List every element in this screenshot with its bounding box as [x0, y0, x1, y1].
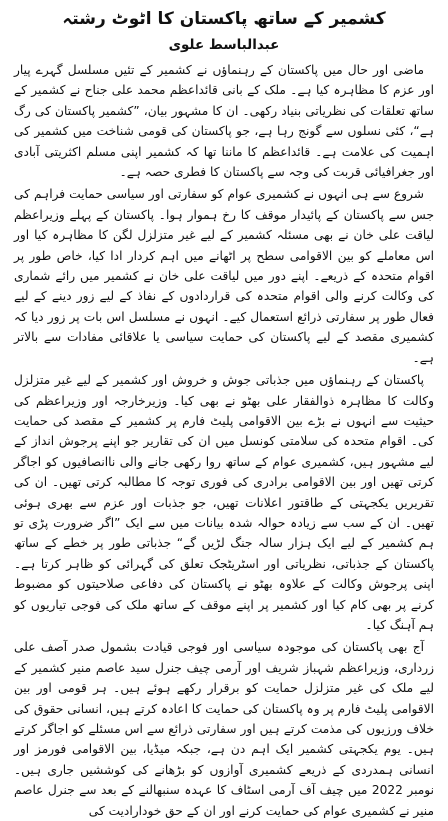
paragraph: پاکستان کے رہنماؤں میں جذباتی جوش و خروش اور کشمیر کے لیے غیر متزلزل وکالت کا مظاہرہ ذوالفقار علی بھٹو نے بھی کیا۔ وزیرخارجہ اور وزیراعظم کی حیثیت سے انہوں نے بڑے بین الاقوامی پلیٹ فارم پر کشمیر کے مقصد کی حمایت کی۔ اقوام متحدہ کی سلامتی کونسل میں ان کی تقاریر جو اپنے پرجوش انداز کے لیے مشہور ہیں، کشمیری عوام کے ساتھ روا رکھی جانے والی ناانصافیوں کو اجاگر کرتی تھیں اور بین الاقوامی برادری کی فوری توجہ کا مطالبہ کرتی تھیں۔ ان کی تقریریں یکجہتی کے طاقتور اعلانات تھیں، جو جذبات اور عزم سے بھری ہوئی تھیں۔ ان کے سب سے زیادہ حوالہ شدہ بیانات میں سے ایک ”اگر ضرورت پڑی تو ہم کشمیر کے لیے ایک ہزار سالہ جنگ لڑیں گے“ جذباتی طور پر خطے کے ساتھ پاکستان کے جذباتی، نظریاتی اور اسٹریٹجک تعلق کی گہرائی کو ظاہر کرتا ہے۔ اپنی پرجوش وکالت کے علاوہ بھٹو نے پاکستان کی دفاعی صلاحیتوں کو مضبوط کرنے پر بھی کام کیا اور کشمیر پر اپنے موقف کے ساتھ ملک کی فوجی تیاریوں کو ہم آہنگ کیا۔ [14, 373, 434, 632]
paragraph: آج بھی پاکستان کی موجودہ سیاسی اور فوجی قیادت بشمول صدر آصف علی زرداری، وزیراعظم شہباز شریف اور آرمی چیف جنرل سید عاصم منیر کشمیر کے لیے ملک کی غیر متزلزل حمایت کو برقرار رکھے ہوئے ہیں۔ ہر قومی اور بین الاقوامی پلیٹ فارم پر وہ پاکستان کی حمایت کا اعادہ کرتے ہیں، انسانی حقوق کی خلاف ورزیوں کی مذمت کرتے ہیں اور سفارتی ذرائع سے اس مسئلے کو اجاگر کرتے ہیں۔ یوم یکجہتی کشمیر ایک اہم دن ہے، جبکہ میڈیا، بین الاقوامی فورمز اور انسانی ہمدردی کے ذریعے کشمیری آوازوں کو بڑھانے کی کوششیں جاری ہیں۔ نومبر 2022 میں چیف آف آرمی اسٹاف کا عہدہ سنبھالنے کے بعد سے جنرل عاصم منیر نے کشمیری عوام کی حمایت کرنے اور ان کے حق خودارادیت کی [14, 640, 434, 818]
paragraph: شروع سے ہی انہوں نے کشمیری عوام کو سفارتی اور سیاسی حمایت فراہم کی جس سے پاکستان کے پائیدار موقف کا رخ ہموار ہوا۔ پاکستان کے پہلے وزیراعظم لیاقت علی خان نے بھی مسئلہ کشمیر کے لیے غیر متزلزل لگن کا مظاہرہ کیا اور اس معاملے کو بین الاقوامی سطح پر اٹھانے میں اہم کردار ادا کیا، خاص طور پر اقوام متحدہ کے ذریعے۔ اپنے دور میں لیاقت علی خان نے کشمیر میں رائے شماری کی وکالت کرنے والی اقوام متحدہ کی قراردادوں کے نفاذ کے لیے زور دینے کے لیے فعال طور پر سفارتی ذرائع استعمال کیے۔ انہوں نے مسلسل اس بات پر زور دیا کہ کشمیری مقصد کے لیے پاکستان کی حمایت سیاسی یا علاقائی مفادات سے بالاتر ہے۔ [14, 187, 434, 365]
article-body [14, 60, 434, 821]
paragraph: ماضی اور حال میں پاکستان کے رہنماؤں نے کشمیر کے تئیں مسلسل گہرے پیار اور عزم کا مظاہرہ کیا ہے۔ ملک کے بانی قائداعظم محمد علی جناح نے کشمیر کے ساتھ تعلقات کی نظریاتی بنیاد رکھی۔ ان کا مشہور بیان، ”کشمیر پاکستان کی رگ ہے“، کئی نسلوں سے گونج رہا ہے، جو پاکستان کی قومی شناخت میں کشمیر کی اہمیت کی علامت ہے۔ قائداعظم کا ماننا تھا کہ کشمیر اپنی مسلم اکثریتی آبادی اور جغرافیائی قربت کی وجہ سے پاکستان کا فطری حصہ ہے۔ [14, 63, 434, 180]
article-author: عبدالباسط علوی [168, 37, 280, 53]
article-title: کشمیر کے ساتھ پاکستان کا اٹوٹ رشتہ [62, 9, 386, 29]
